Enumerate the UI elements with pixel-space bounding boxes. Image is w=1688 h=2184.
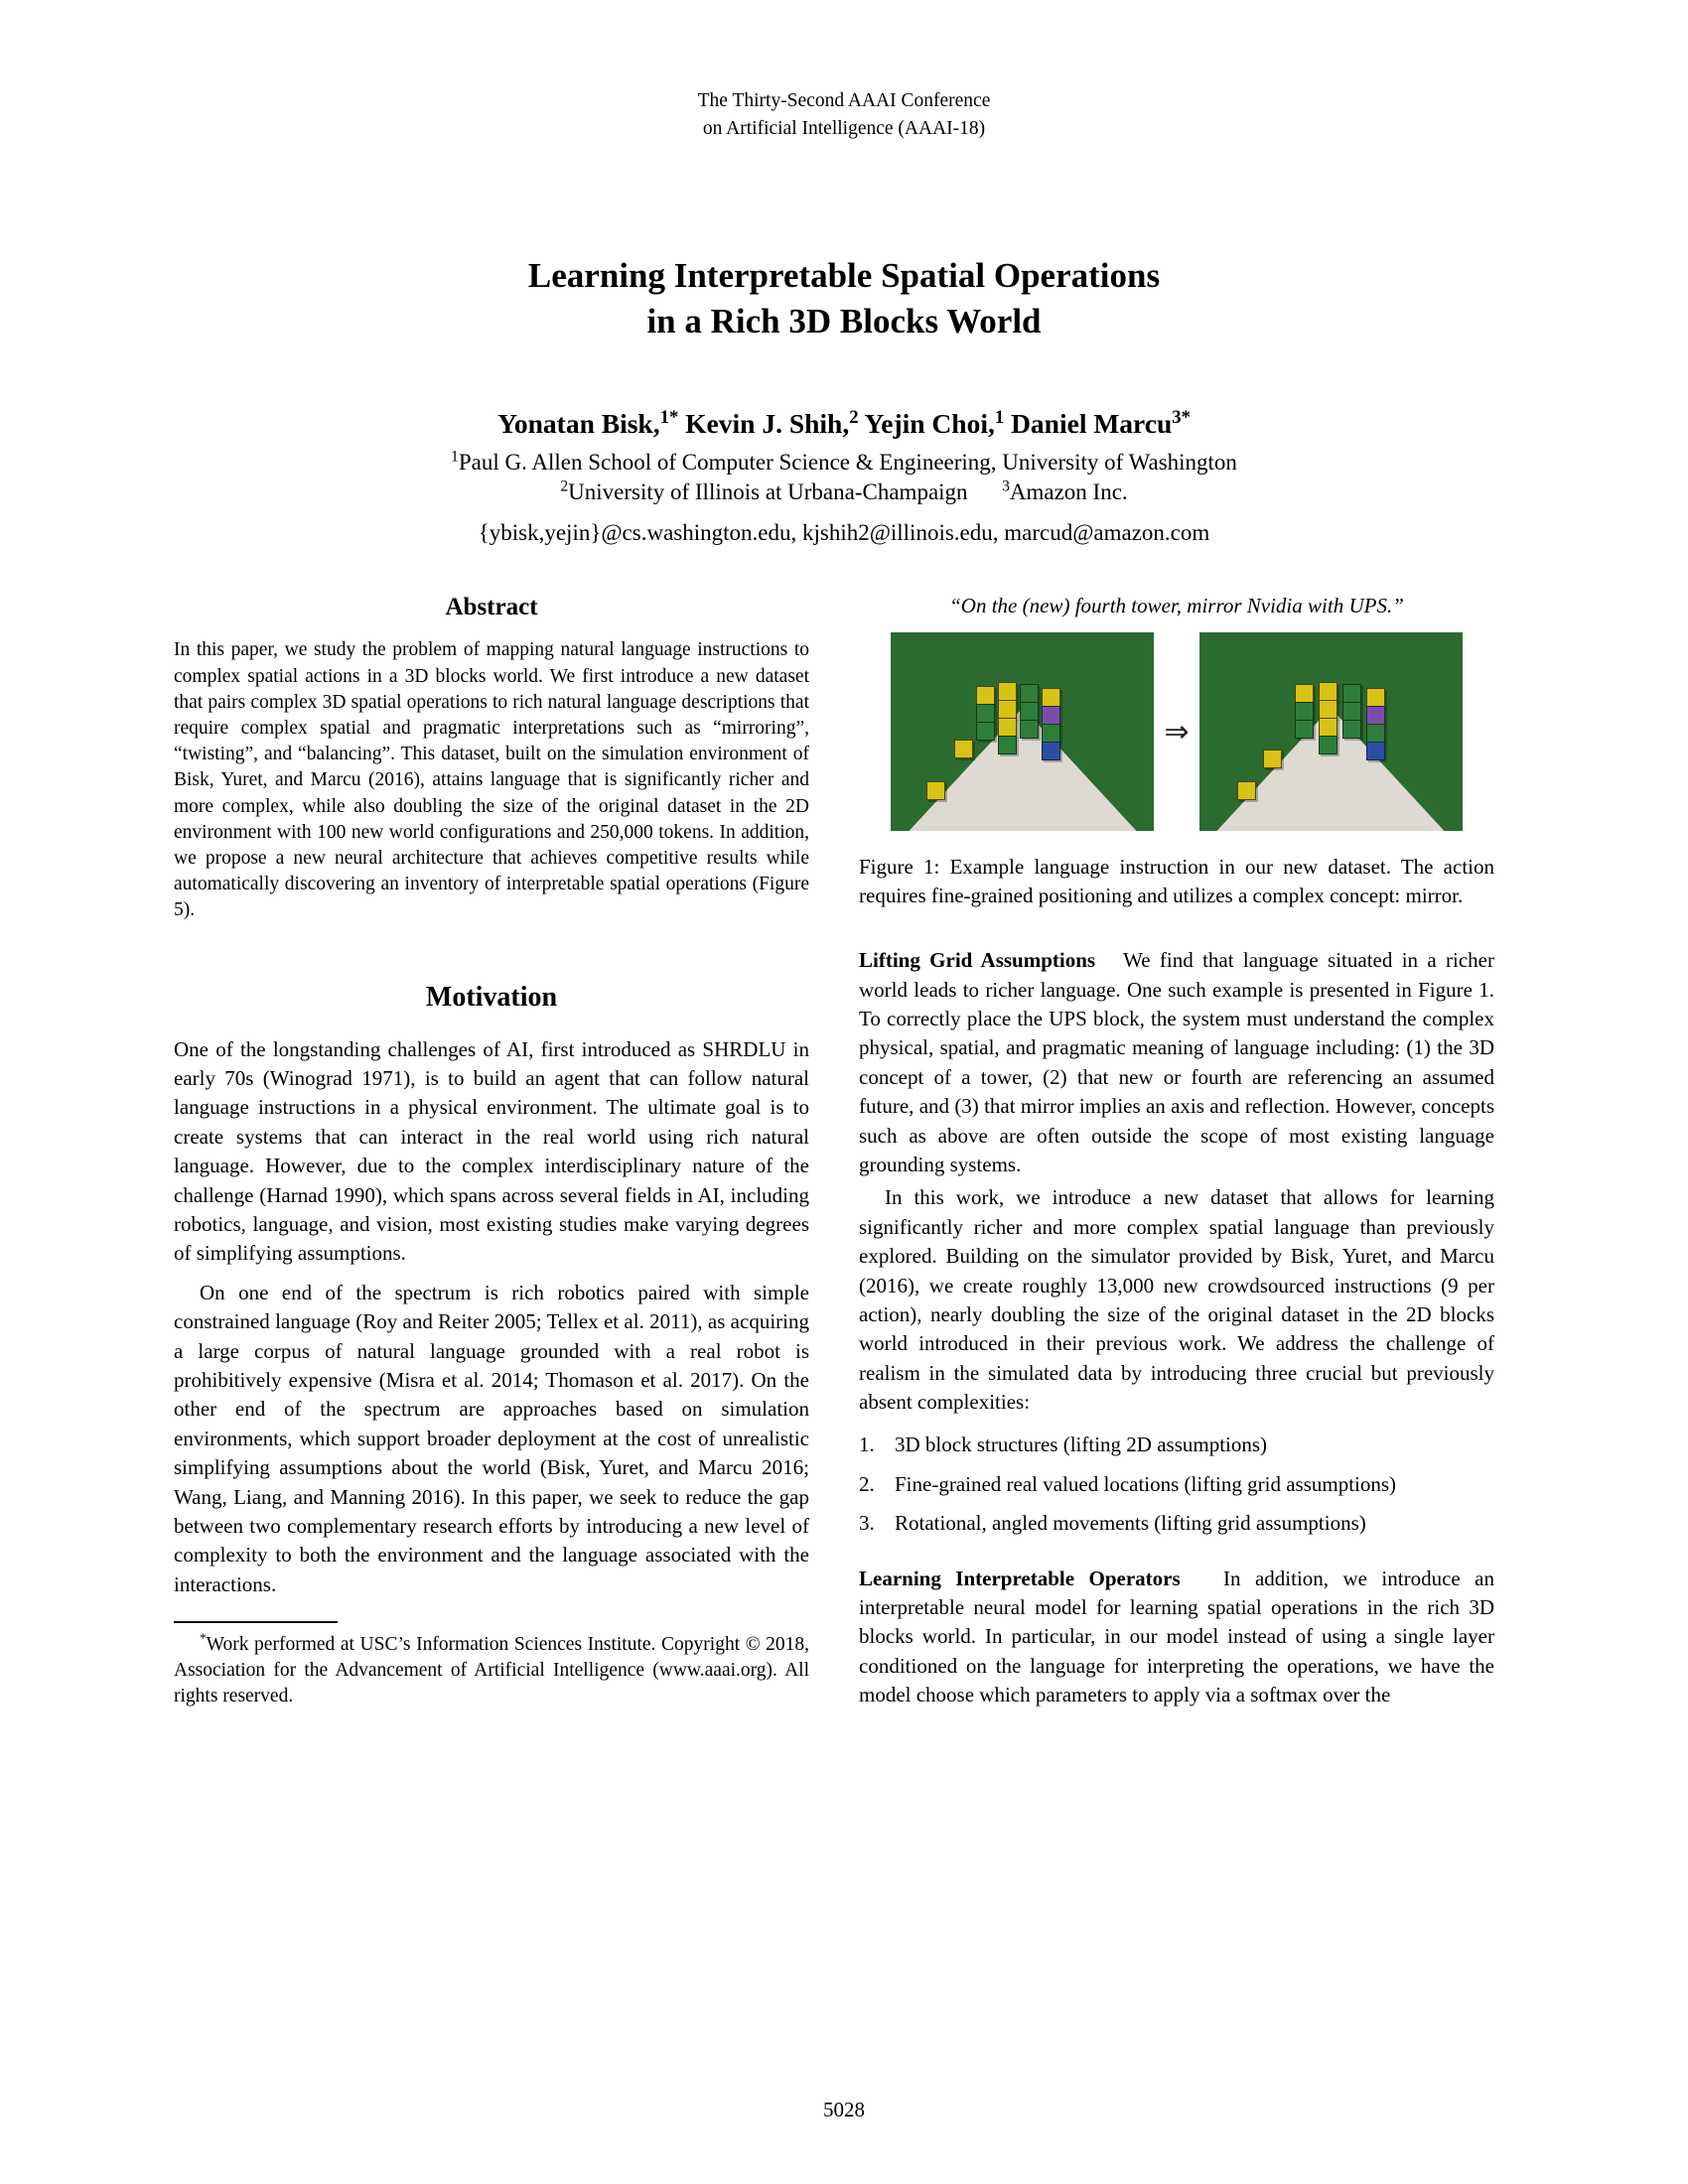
footnote-rule [174, 1621, 338, 1623]
lifting-grid-heading: Lifting Grid Assumptions [859, 948, 1096, 973]
motivation-heading: Motivation [425, 981, 558, 1013]
block [998, 700, 1017, 719]
block [1366, 688, 1385, 707]
author-2-sup: 2 [849, 406, 859, 428]
block [1342, 720, 1361, 739]
block [1020, 684, 1039, 703]
block [1295, 702, 1314, 721]
footnote-block [174, 1621, 809, 1709]
list-item-text: Fine-grained real valued locations (lifting grid assumptions) [895, 1471, 1397, 1496]
abstract-heading: Abstract [445, 594, 538, 621]
affiliation-3-sup: 3 [1002, 478, 1010, 495]
block [1319, 736, 1337, 754]
list-item-number: 1. [859, 1433, 875, 1457]
conference-line-1: The Thirty-Second AAAI Conference [697, 90, 991, 111]
block [1042, 688, 1060, 707]
block [998, 682, 1017, 701]
scene-before [891, 632, 1154, 831]
block [976, 722, 995, 741]
conference-header [174, 87, 1514, 144]
block [1295, 684, 1314, 703]
block [1366, 742, 1385, 760]
block [1319, 718, 1337, 737]
block [1366, 706, 1385, 725]
footnote-line-1: Work performed at USC’s Information Sciences Institute. [206, 1633, 656, 1655]
lifting-grid-paragraph: Lifting Grid Assumptions We find that language situated in a richer world leads to richer language. One such example is presented in Figure 1. To correctly place the UPS block, the system must understand the complex physical, spatial, and pragmatic meaning of language including: (1) the 3D concept of a tower, (2) that new or fourth are referencing an assumed future, and (3) that mirror implies an axis and reflection. However, concepts such as above are often outside the scope of most existing language grounding systems. [859, 948, 1494, 1176]
block [954, 740, 973, 758]
author-4: Daniel Marcu [1011, 407, 1173, 439]
block [1042, 724, 1060, 743]
block [1237, 781, 1256, 800]
block [1020, 720, 1039, 739]
conference-line-2: on Artificial Intelligence (AAAI-18) [702, 118, 986, 140]
operators-heading: Learning Interpretable Operators [859, 1566, 1181, 1590]
block [1342, 702, 1361, 721]
list-item-text: Rotational, angled movements (lifting grid assumptions) [895, 1511, 1366, 1536]
complexities-list [859, 1431, 1494, 1538]
list-item [859, 1431, 1494, 1459]
block [1042, 742, 1060, 760]
footnote-star: * [200, 1630, 207, 1646]
affiliation-2-sup: 2 [560, 478, 569, 495]
motivation-paragraph-2: On one end of the spectrum is rich robotics paired with simple constrained language (Roy and Reiter 2005; Tellex et al. 2011), as acquiring a large corpus of natural language grounded with a real robot is prohibitively expensive (Misra et al. 2014; Thomason et al. 2017). On the other end of the spectrum are approaches based on simulation environments, which support broader deployment at the cost of unrealistic simplifying assumptions about the world (Bisk, Yuret, and Marcu 2016; Wang, Liang, and Manning 2016). In this paper, we seek to reduce the gap between two complementary research efforts by introducing a new level of complexity to both the environment and the language associated with the interactions. [174, 1280, 809, 1596]
affiliation-1-sup: 1 [451, 448, 459, 465]
block [1366, 724, 1385, 743]
footnote-line-2: Copyright © 2018, Association for the Advancement of Artificial Intelligence (www.aaai.org). All rights reserved. [174, 1633, 810, 1707]
figure-1-caption: Figure 1: Example language instruction in our new dataset. The action requires fine-grained positioning and utilizes a complex concept: mirror. [859, 855, 1494, 908]
block [1319, 700, 1337, 719]
two-column-body [174, 594, 1514, 1709]
author-emails: {ybisk,yejin}@cs.washington.edu, kjshih2@illinois.edu, marcud@amazon.com [478, 520, 1210, 546]
author-3-sup: 1 [994, 406, 1005, 428]
left-column [174, 594, 809, 1709]
operators-paragraph: Learning Interpretable Operators In addition, we introduce an interpretable neural model for learning spatial operations in the rich 3D blocks world. In particular, in our model instead of using a single layer conditioned on the language for interpreting the operations, we have the model choose which parameters to apply via a softmax over the [859, 1566, 1494, 1707]
block [976, 704, 995, 723]
right-column [859, 594, 1494, 1709]
affiliation-2-3: $^2$University of Illinois at Urbana-Champaign $^3$Amazon Inc. [560, 478, 1128, 505]
block [1263, 750, 1282, 768]
page-number: 5028 [823, 2098, 865, 2121]
figure-quote: “On the (new) fourth tower, mirror Nvidia with UPS.” [949, 594, 1404, 618]
affiliation-1: $^1$Paul G. Allen School of Computer Science & Engineering, University of Washington [451, 448, 1237, 475]
author-2: Kevin J. Shih, [685, 407, 850, 439]
block [1042, 706, 1060, 725]
list-item [859, 1509, 1494, 1538]
author-1-sup: 1* [659, 406, 679, 428]
page-title [174, 253, 1514, 344]
block [1342, 684, 1361, 703]
list-item [859, 1470, 1494, 1499]
author-3: Yejin Choi, [864, 407, 995, 439]
scene-after [1199, 632, 1463, 831]
block [998, 718, 1017, 737]
list-item-text: 3D block structures (lifting 2D assumptions) [895, 1433, 1268, 1457]
block [1295, 720, 1314, 739]
footnote-text [174, 1632, 809, 1710]
author-list [174, 406, 1514, 442]
author-1: Yonatan Bisk, [497, 407, 660, 439]
transform-arrow-icon: ⇒ [1164, 715, 1190, 749]
affiliations [174, 448, 1514, 509]
motivation-paragraph-1: One of the longstanding challenges of AI, first introduced as SHRDLU in early 70s (Winograd 1971), is to build an agent that can follow natural language instructions in a physical environment. The ultimate goal is to create systems that can interact in the real world using rich natural language. However, due to the complex interdisciplinary nature of the challenge (Harnad 1990), which spans across several fields in AI, including robotics, language, and vision, most existing studies make varying degrees of simplifying assumptions. [174, 1036, 809, 1266]
title-line-1: Learning Interpretable Spatial Operations [527, 255, 1161, 295]
list-item-number: 2. [859, 1471, 875, 1496]
author-4-sup: 3* [1172, 406, 1191, 428]
block [998, 736, 1017, 754]
block [976, 686, 995, 705]
block [1319, 682, 1337, 701]
list-item-number: 3. [859, 1511, 875, 1536]
lifting-grid-paragraph-2: In this work, we introduce a new dataset that allows for learning significantly richer and more complex spatial language than previously explored. Building on the simulator provided by Bisk, Yuret, and Marcu (2016), we create roughly 13,000 new crowdsourced instructions (9 per action), nearly doubling the size of the original dataset in the 2D blocks world introduced in their previous work. We address the challenge of realism in the simulated data by introducing three crucial but previously absent complexities: [859, 1185, 1494, 1415]
block [1020, 702, 1039, 721]
abstract-body: In this paper, we study the problem of mapping natural language instructions to complex spatial actions in a 3D blocks world. We first introduce a new dataset that pairs complex 3D spatial operations to rich natural language descriptions that require complex spatial and pragmatic interpretations such as “mirroring”, “twisting”, and “balancing”. This dataset, built on the simulation environment of Bisk, Yuret, and Marcu (2016), attains language that is significantly richer and more complex, while also doubling the size of the original dataset in the 2D environment with 100 new world configurations and 250,000 tokens. In addition, we propose a new neural architecture that achieves competitive results while automatically discovering an inventory of interpretable spatial operations (Figure 5). [174, 639, 809, 921]
figure-1-image [859, 632, 1494, 831]
title-line-2: in a Rich 3D Blocks World [646, 301, 1042, 341]
block [926, 781, 945, 800]
